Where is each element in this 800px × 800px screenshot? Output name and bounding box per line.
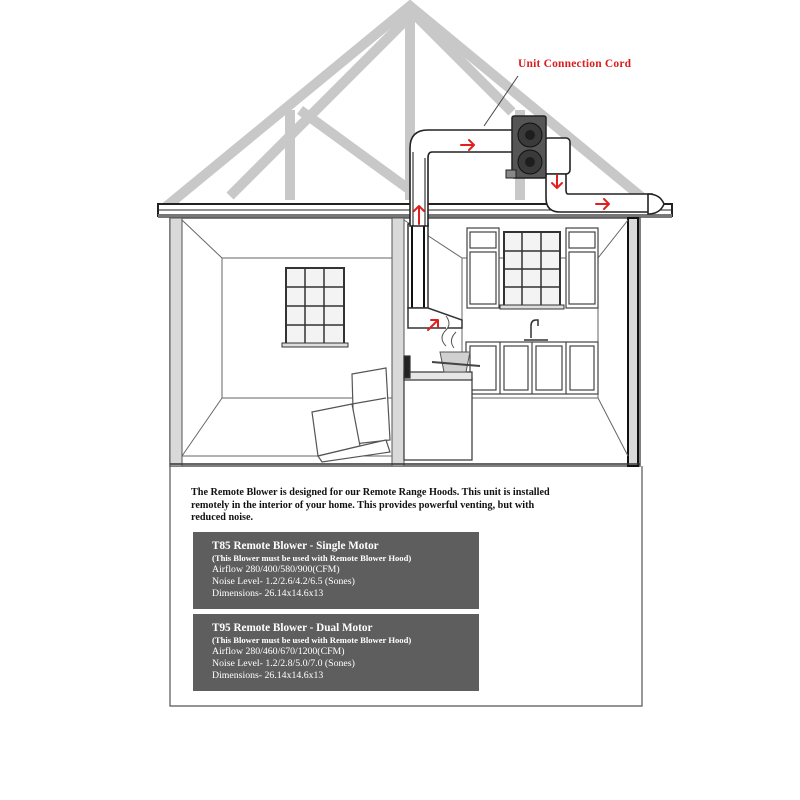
intro-line: remotely in the interior of your home. This provides powerful venting, but with: [191, 499, 535, 511]
spec-dimensions: Dimensions- 26.14x14.6x13: [212, 587, 324, 599]
intro-line: reduced noise.: [191, 512, 254, 524]
spec-note: (This Blower must be used with Remote Blower Hood): [212, 553, 412, 563]
spec-noise: Noise Level- 1.2/2.8/5.0/7.0 (Sones): [212, 657, 355, 669]
spec-box-t85: [193, 532, 479, 609]
spec-airflow: Airflow 280/400/580/900(CFM): [212, 564, 340, 575]
blower-unit-icon: [506, 116, 546, 178]
spec-note: (This Blower must be used with Remote Blower Hood): [212, 635, 412, 645]
spec-box-t95: [193, 614, 479, 691]
lower-cabinets: [466, 342, 598, 394]
roof-truss: [162, 6, 650, 210]
spec-title: T95 Remote Blower - Dual Motor: [212, 622, 373, 634]
spec-noise: Noise Level- 1.2/2.6/4.2/6.5 (Sones): [212, 575, 355, 587]
unit-connection-cord-label: Unit Connection Cord: [518, 58, 632, 70]
kitchen-window: [500, 232, 564, 309]
spec-dimensions: Dimensions- 26.14x14.6x13: [212, 669, 324, 681]
intro-paragraph: [191, 487, 621, 525]
spec-title: T85 Remote Blower - Single Motor: [212, 540, 379, 552]
left-window: [282, 268, 348, 347]
spec-airflow: Airflow 280/460/670/1200(CFM): [212, 646, 345, 657]
intro-line: The Remote Blower is designed for our Remote Range Hoods. This unit is installed: [191, 487, 550, 498]
